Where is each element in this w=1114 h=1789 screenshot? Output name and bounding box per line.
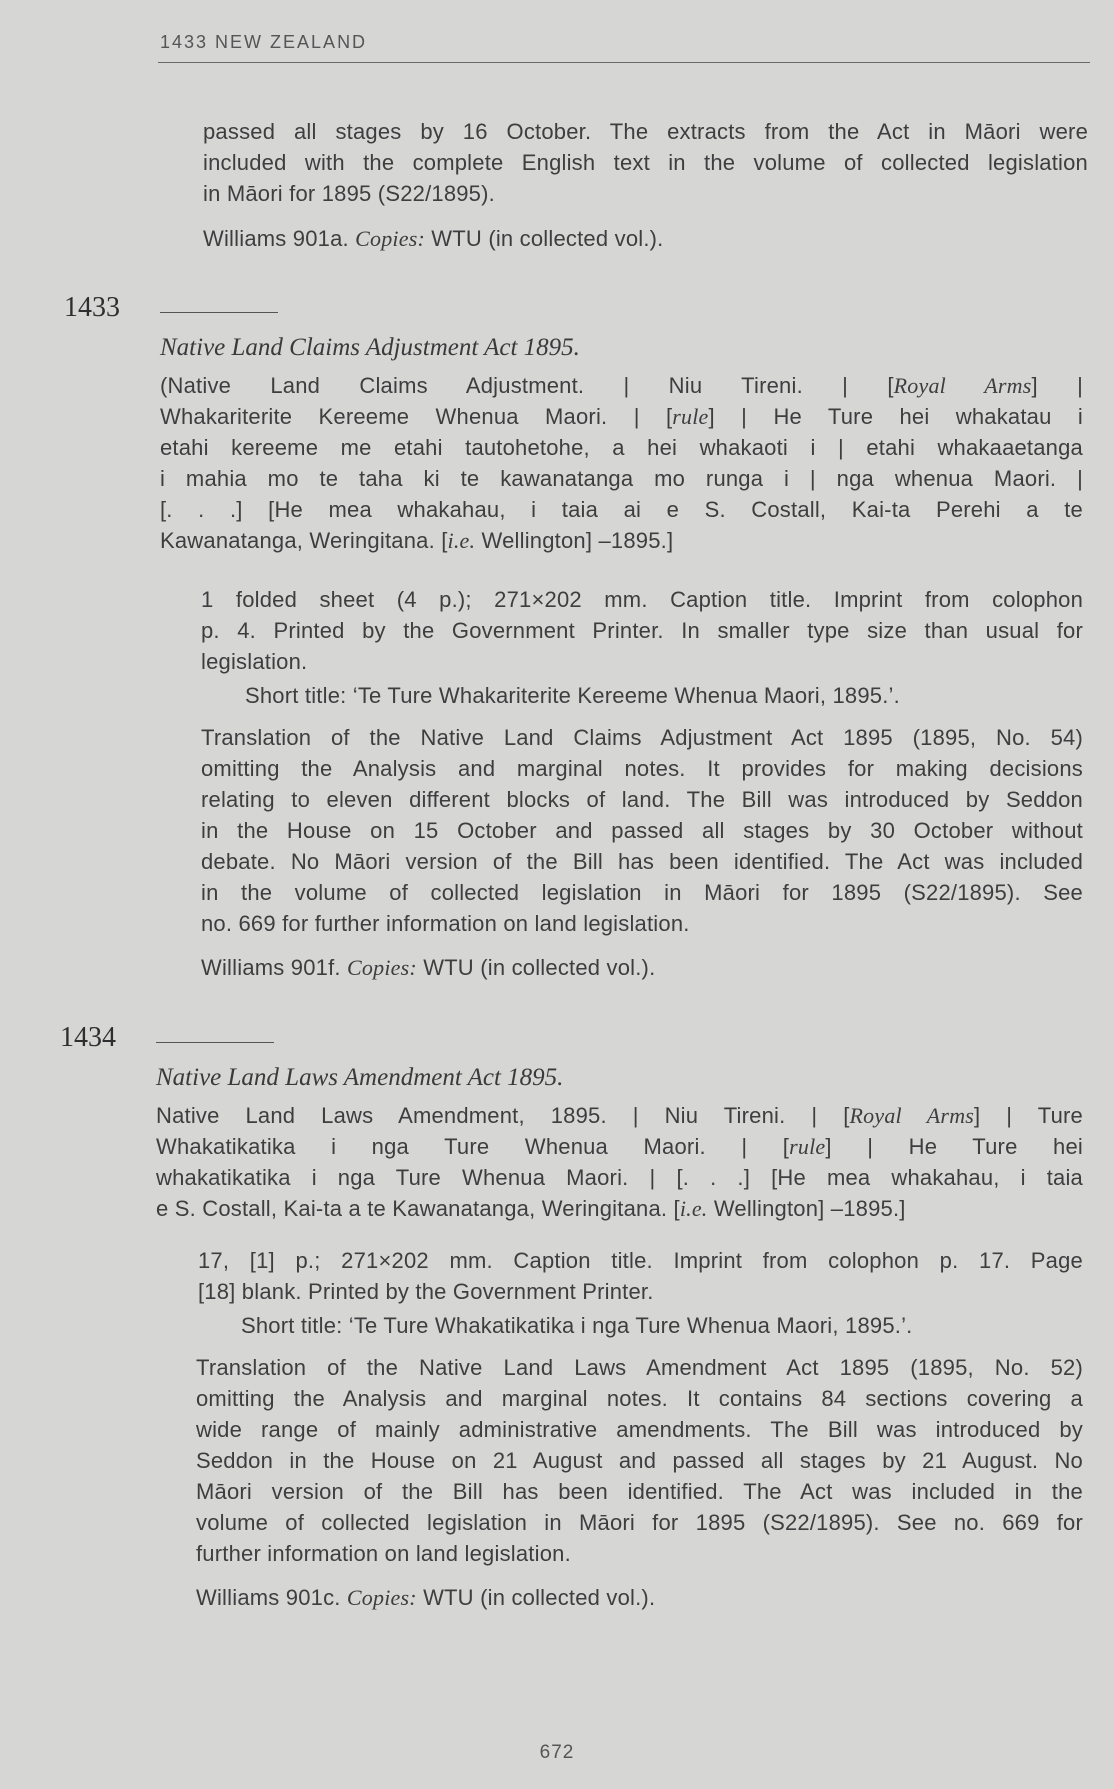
copies-value: WTU (in collected vol.). xyxy=(416,1585,656,1610)
continuation-text xyxy=(203,116,1088,209)
text-segment: Native Land Laws Amendment, 1895. | Niu Tireni. | [ xyxy=(156,1103,850,1128)
transcription-line xyxy=(156,1131,1083,1162)
short-title: Short title: ‘Te Ture Whakatikatika i nga Ture Whenua Maori, 1895.’. xyxy=(241,1313,913,1338)
text-line: no. 669 for further information on land legislation. xyxy=(201,911,690,936)
text-line: Translation of the Native Land Claims Adjustment Act 1895 (1895, No. 54) xyxy=(201,725,1083,750)
text-segment: ] | He Ture hei whakatau i xyxy=(708,404,1083,429)
copies-label: Copies: xyxy=(355,226,425,251)
text-line: omitting the Analysis and marginal notes. It contains 84 sections covering a xyxy=(196,1386,1083,1411)
text-segment: Whakatikatika i nga Ture Whenua Maori. | [ xyxy=(156,1134,790,1159)
text-line: 17, [1] p.; 271×202 mm. Caption title. Imprint from colophon p. 17. Page xyxy=(198,1248,1083,1273)
transcription-line xyxy=(160,401,1083,432)
italic-segment: i.e. xyxy=(447,528,476,553)
copies-label: Copies: xyxy=(347,955,417,980)
transcription-line xyxy=(160,528,673,553)
entry-notes xyxy=(201,722,1083,939)
page-number: 672 xyxy=(539,1742,575,1763)
text-segment: [. . .] [He mea whakahau, i taia ai e S. Costall, Kai-ta Perehi a te xyxy=(160,497,1083,522)
text-segment: Wellington] –1895.] xyxy=(475,528,674,553)
text-line: passed all stages by 16 October. The extracts from the Act in Māori were xyxy=(203,119,1088,144)
italic-segment: i.e. xyxy=(679,1196,708,1221)
text-segment: etahi kereeme me etahi tautohetohe, a hei whakaoti i | etahi whakaaetanga xyxy=(160,435,1083,460)
collation xyxy=(198,1245,1083,1307)
italic-segment: Royal Arms xyxy=(893,373,1032,398)
transcription-line xyxy=(160,370,1083,401)
text-segment: ] | xyxy=(1031,373,1083,398)
entry-number: 1434 xyxy=(60,1022,116,1053)
text-line: p. 4. Printed by the Government Printer. In smaller type size than usual for xyxy=(201,618,1083,643)
text-line: legislation. xyxy=(201,649,308,674)
transcription-line xyxy=(160,463,1083,494)
title-transcription xyxy=(160,370,1083,556)
running-head: 1433 NEW ZEALAND xyxy=(160,32,368,52)
transcription-line xyxy=(160,432,1083,463)
text-line: omitting the Analysis and marginal notes. It provides for making decisions xyxy=(201,756,1083,781)
text-segment: Whakariterite Kereeme Whenua Maori. | [ xyxy=(160,404,673,429)
text-line: 1 folded sheet (4 p.); 271×202 mm. Caption title. Imprint from colophon xyxy=(201,587,1083,612)
entry-dash xyxy=(160,312,278,313)
text-segment: whakatikatika i nga Ture Whenua Maori. | [. . .] [He mea whakahau, i taia xyxy=(156,1165,1083,1190)
text-segment: i mahia mo te taha ki te kawanatanga mo runga i | nga whenua Maori. | xyxy=(160,466,1083,491)
text-line: in the House on 15 October and passed all stages by 30 October without xyxy=(201,818,1083,843)
text-line: in the volume of collected legislation in Māori for 1895 (S22/1895). See xyxy=(201,880,1083,905)
copies-value: WTU (in collected vol.). xyxy=(416,955,656,980)
text-segment: Kawanatanga, Weringitana. [ xyxy=(160,528,448,553)
text-segment: ] | Ture xyxy=(974,1103,1083,1128)
text-segment: ] | He Ture hei xyxy=(825,1134,1084,1159)
text-segment: Wellington] –1895.] xyxy=(707,1196,906,1221)
entry-title: Native Land Claims Adjustment Act 1895. xyxy=(160,334,580,361)
text-line: Māori version of the Bill has been identified. The Act was included in the xyxy=(196,1479,1083,1504)
text-line: relating to eleven different blocks of land. The Bill was introduced by Seddon xyxy=(201,787,1083,812)
italic-segment: Royal Arms xyxy=(849,1103,975,1128)
transcription-line xyxy=(156,1100,1083,1131)
text-line: [18] blank. Printed by the Government Printer. xyxy=(198,1279,654,1304)
text-line: volume of collected legislation in Māori for 1895 (S22/1895). See no. 669 for xyxy=(196,1510,1083,1535)
italic-segment: rule xyxy=(672,404,709,429)
transcription-line xyxy=(156,1196,906,1221)
entry-reference xyxy=(196,1582,1083,1613)
text-line: further information on land legislation. xyxy=(196,1541,571,1566)
entry-reference xyxy=(201,952,1083,983)
collation xyxy=(201,584,1083,677)
reference-source: Williams 901a. xyxy=(203,226,356,251)
transcription-line xyxy=(156,1162,1083,1193)
reference-source: Williams 901c. xyxy=(196,1585,347,1610)
copies-label: Copies: xyxy=(346,1585,417,1610)
short-title: Short title: ‘Te Ture Whakariterite Kereeme Whenua Maori, 1895.’. xyxy=(245,683,900,708)
text-line: debate. No Māori version of the Bill has been identified. The Act was included xyxy=(201,849,1083,874)
entry-dash xyxy=(156,1042,274,1043)
title-transcription xyxy=(156,1100,1083,1224)
continuation-reference xyxy=(203,223,1088,254)
text-line: included with the complete English text in the volume of collected legislation xyxy=(203,150,1088,175)
text-line: in Māori for 1895 (S22/1895). xyxy=(203,181,495,206)
text-line: Translation of the Native Land Laws Amendment Act 1895 (1895, No. 52) xyxy=(196,1355,1083,1380)
entry-title: Native Land Laws Amendment Act 1895. xyxy=(156,1064,564,1091)
text-line: Seddon in the House on 21 August and passed all stages by 21 August. No xyxy=(196,1448,1083,1473)
entry-number: 1433 xyxy=(64,292,120,323)
italic-segment: rule xyxy=(789,1134,826,1159)
header-rule xyxy=(158,62,1090,63)
reference-source: Williams 901f. xyxy=(201,955,348,980)
text-line: wide range of mainly administrative amendments. The Bill was introduced by xyxy=(196,1417,1083,1442)
text-segment: (Native Land Claims Adjustment. | Niu Tireni. | [ xyxy=(160,373,894,398)
transcription-line xyxy=(160,494,1083,525)
entry-notes xyxy=(196,1352,1083,1569)
text-segment: e S. Costall, Kai-ta a te Kawanatanga, Weringitana. [ xyxy=(156,1196,680,1221)
copies-value: WTU (in collected vol.). xyxy=(425,226,664,251)
